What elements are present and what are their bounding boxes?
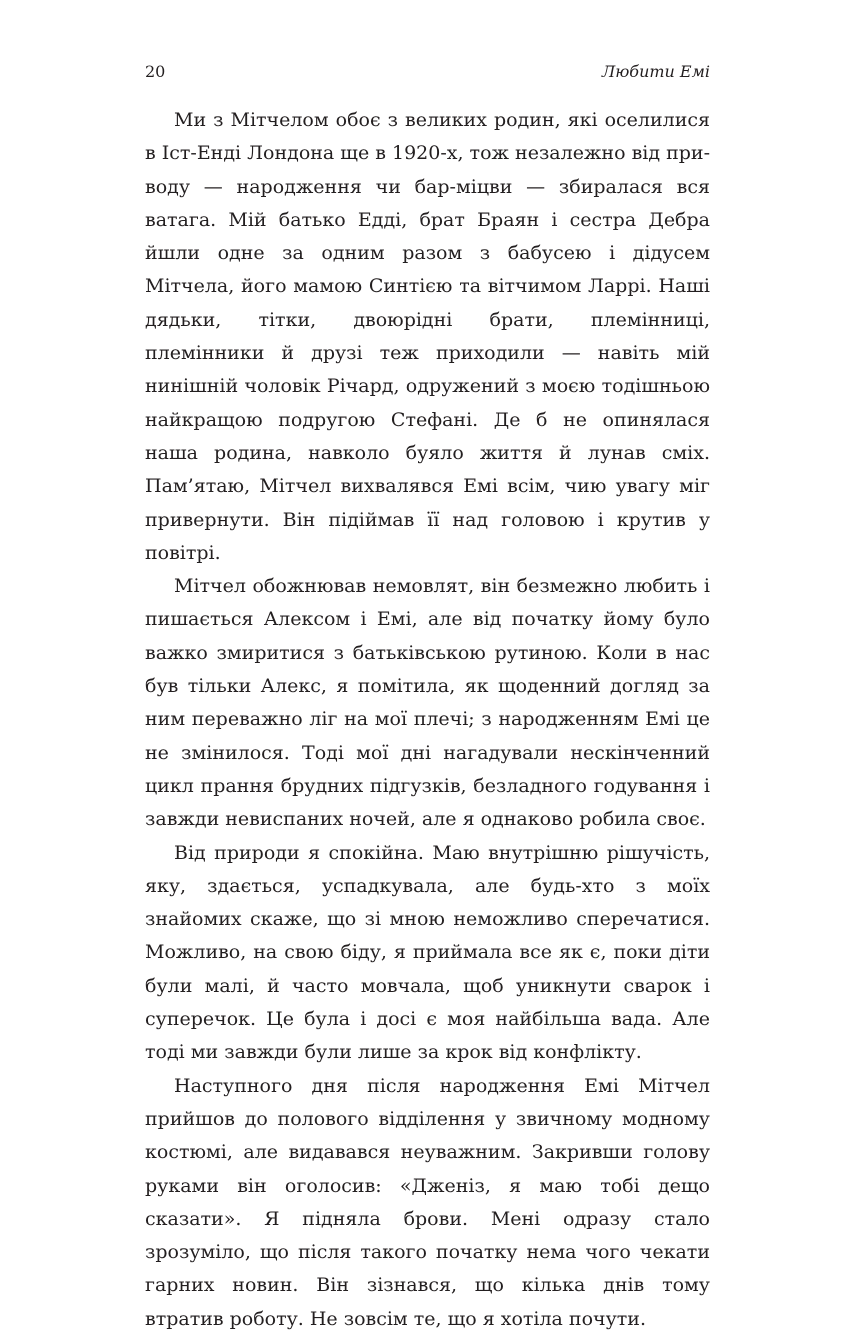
paragraph: Наступного дня після народження Емі Мітчел прийшов до полового відділення у звичному модному костюмі, але видавався неуважним. Закривши голову руками він оголосив: «Дженіз, я маю тобі дещо сказати». Я підняла брови. Мені одразу стало зрозуміло, що після такого початку нема чого чекати гарних новин. Він зізнався, що кілька днів тому втратив роботу. Не зовсім те, що я хотіла почути.: [145, 1074, 710, 1330]
paragraph: Від природи я спокійна. Маю внутрішню рішучість, яку, здається, успадкувала, але будь-хто з моїх знайомих скаже, що зі мною неможливо сперечатися. Можливо, на свою біду, я приймала все як є, поки діти були малі, й часто мовчала, щоб уникнути сварок і суперечок. Це була і досі є моя найбільша вада. Але тоді ми завжди були лише за крок від конфлікту.: [145, 841, 710, 1064]
paragraph: Мітчел обожнював немовлят, він безмежно любить і пишається Алексом і Емі, але від початку йому було важко змиритися з батьківською рутиною. Коли в нас був тільки Алекс, я помітила, як щоденний догляд за ним переважно ліг на мої плечі; з народженням Емі це не змінилося. Тоді мої дні нагадували нескінченний цикл прання брудних підгузків, безладного годування і завжди невиспаних ночей, але я однаково робила своє.: [145, 575, 710, 831]
running-title: Любити Емі: [601, 62, 710, 81]
body-text: [145, 104, 710, 1336]
paragraph: Ми з Мітчелом обоє з великих родин, які оселилися в Іст-Енді Лондона ще в 1920-х, тож незалежно від приводу — народження чи бар-міцви — збиралася вся ватага. Мій батько Едді, брат Браян і сестра Дебра йшли одне за одним разом з бабусею і дідусем Мітчела, його мамою Синтією та вітчимом Ларрі. Наші дядьки, тітки, двоюрідні брати, племінниці, племінники й друзі теж приходили — навіть мій нинішній чоловік Річард, одружений з моєю тодішньою найкращою подругою Стефані. Де б не опинялася наша родина, навколо буяло життя й лунав сміх. Пам’ятаю, Мітчел вихвалявся Емі всім, чию увагу міг привернути. Він підіймав її над головою і крутив у повітрі.: [145, 109, 710, 564]
page-header: [145, 62, 710, 86]
page-number: 20: [145, 62, 166, 81]
